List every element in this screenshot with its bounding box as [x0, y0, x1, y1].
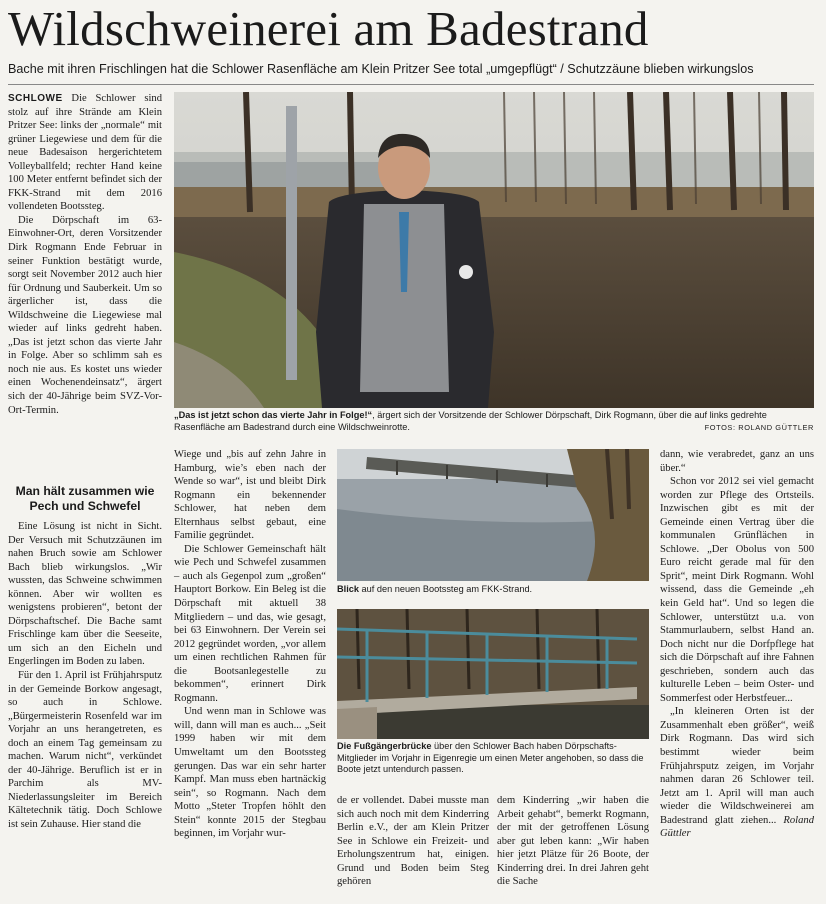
- paragraph-4: Für den 1. April ist Frühjahrsputz in der Gemeinde Borkow angesagt, so auch in Schlowe. „Bürgermeisterin Rosenfeld war im Vorjahr an uns herangetreten, es doch an einem Tag gemeinsam zu machen. Warum nicht“, verkündet der 40-Jährige. Beruflich ist er in Parchim als MV-Niederlassungsleiter im Bereich Kältetechnik tätig. Doch Schlowe ist sein Zuhause. Hier stand die: [8, 670, 162, 831]
- author: Roland Güttler: [660, 814, 814, 840]
- paragraph-1: Die Schlower sind stolz auf ihre Strände am Klein Pritzer See: links der „normale“ mit grüner Liegewiese und dem für die neue Badesaison hergerichtetem Volleyballfeld; rechter Hand keine 100 Meter entfernt befindet sich der FKK-Strand mit dem 2016 vollendeten Bootssteg.: [8, 93, 162, 213]
- photo-credit: FOTOS: ROLAND GÜTTLER: [704, 422, 814, 432]
- paragraph-12: [660, 705, 814, 840]
- bridge-photo: [337, 609, 649, 739]
- column-2: [174, 448, 326, 841]
- section-heading: Man hält zusammen wie Pech und Schwefel: [15, 484, 155, 513]
- column-1-bottom: [8, 520, 162, 832]
- main-photo-caption: [174, 410, 814, 433]
- main-caption-text: , ärgert sich der Vorsitzende der Schlower Dörpschaft, Dirk Rogmann, über die auf links gedrehte Rasenfläche am Badestrand durch eine Wildschweinrotte.: [174, 410, 767, 432]
- paragraph-6: Die Schlower Gemeinschaft hält wie Pech und Schwefel zusammen – auch als Gegenpol zum „großen“ Hauptort Borkow. Ein Beleg ist die Dörpschaft mit aktuell 38 Mitgliedern – und das, wie gesagt, bei 63 Einwohnern. Der Verein sei 2012 gegründet worden, „vor allem um einen rechtlichen Rahmen für die Bootsanlegestelle zu bekommen“, erinnert Dirk Rogmann.: [174, 543, 326, 704]
- column-5: [660, 448, 814, 841]
- steg-photo-caption: [337, 584, 649, 596]
- paragraph-5: Wiege und „bis auf zehn Jahre in Hamburg, wie’s eben nach der Wende so war“, ist und bleibt Dirk Rogmann ein bekennender Schlower, hat neben dem Elternhaus selbst gebaut, eine Familie gegründet.: [174, 449, 326, 542]
- steg-caption-text: auf den neuen Bootssteg am FKK-Strand.: [358, 584, 533, 594]
- paragraph-8: de er vollendet. Dabei musste man sich auch noch mit dem Kinderring Berlin e.V., der am Klein Pritzer See in Schlowe ein Freizeit- und Erholungszentrum hat, einigen. Grund und Boden beim Steg gehören: [337, 795, 489, 888]
- divider: [8, 84, 814, 85]
- bridge-caption-text: über den Schlower Bach haben Dörpschafts-Mitglieder im Vorjahr in Eigenregie um einen Meter angehoben, so dass die Boote jetzt untendurch passen.: [337, 741, 644, 774]
- column-4: [497, 794, 649, 889]
- bridge-photo-caption: [337, 741, 649, 776]
- headline: Wildschweinerei am Badestrand: [8, 1, 649, 56]
- dateline: SCHLOWE: [8, 93, 63, 104]
- paragraph-12-text: „In kleineren Orten ist der Zusammenhalt eben größer“, weiß Dirk Rogmann. Das wird sich bestimmt wieder beim Frühjahrsputz zeigen, im Vorjahr nahmen daran 26 Schlower teil. Jetzt am 1. April will man auch wieder die Wildschweinerei am Badestrand glatt ziehen...: [660, 706, 814, 826]
- steg-caption-bold: Blick: [337, 584, 359, 594]
- paragraph-11: Schon vor 2012 sei viel gemacht worden zur Pflege des Ortsteils. Inzwischen gibt es mit der Gemeinde einen Vertrag über die kommunalen Grünflächen in Schlowe. „Der Obolus von 500 Euro reicht gerade mal für den Sprit“, meint Dirk Rogmann. Wohl wissend, dass die Gemeinde „eh kein Geld hat“. Und so legen die Schlower, unterstützt u.a. von Stammurlaubern, selbst Hand an. Doch nicht nur die Dorfpflege hat sich die Dörpschaft auf ihre Fahnen geschrieben, sondern auch das kulturelle Leben – beim Oster- und Sommerfest oder Herbstfeuer...: [660, 476, 814, 704]
- paragraph-2: Die Dörpschaft im 63-Einwohner-Ort, deren Vorsitzender Dirk Rogmann Ende Februar in seiner Funktion bestätigt wurde, sorgt seit November 2012 auch hier für Ordnung und Sauberkeit. Um so ärgerlicher ist, dass die Wildschweine die Liegewiese mal wieder auf links gedreht haben. „Das ist jetzt schon das vierte Jahr in Folge. Aber so schlimm sah es noch nie aus. Es kostet uns wieder einen Wochenendeinsatz“, ärgert sich der 40-Jährige beim SVZ-Vor-Ort-Termin.: [8, 214, 162, 416]
- main-photo: [174, 92, 814, 408]
- paragraph-3: Eine Lösung ist nicht in Sicht. Der Versuch mit Schutzzäunen im nahen Bruch sowie am Schlower Bach blieb wirkungslos. „Wir wussten, das Schweine schwimmen können. Aber wir wollten es wenigstens probieren“, betont der Dörpschaftschef. Die Bache samt Frischlinge kam über die Seeseite, um sich an den Eicheln und Engerlingen im Boden zu laben.: [8, 521, 162, 668]
- steg-photo: [337, 449, 649, 581]
- paragraph-9: dem Kinderring „wir haben die Arbeit gehabt“, bemerkt Rogmann, der mit der getroffenen Lösung aber gut leben kann: „Wir haben hier jetzt Plätze für 26 Boote, der Kinderring drei. In drei Jahren geht die Sache: [497, 795, 649, 888]
- main-caption-quote: „Das ist jetzt schon das vierte Jahr in Folge!“: [174, 410, 373, 420]
- column-1-top: [8, 92, 162, 417]
- bridge-caption-bold: Die Fußgängerbrücke: [337, 741, 432, 751]
- subheadline: Bache mit ihren Frischlingen hat die Schlower Rasenfläche am Klein Pritzer See total „umgepflügt“ / Schutzzäune blieben wirkungslos: [8, 62, 754, 76]
- paragraph-10: dann, wie verabredet, ganz an uns über.“: [660, 449, 814, 474]
- paragraph-7: Und wenn man in Schlowe was will, dann will man es auch... „Seit 1999 haben wir mit dem Umweltamt um den Bootssteg gerungen. Das war ein sehr harter Kampf. Man muss eben hartnäckig sein“, so Rogmann. Nach dem Motto „Steter Tropfen höhlt den Stein“ konnte 2015 der Stegbau beginnen, im Vorjahr wur-: [174, 706, 326, 840]
- column-3: [337, 794, 489, 889]
